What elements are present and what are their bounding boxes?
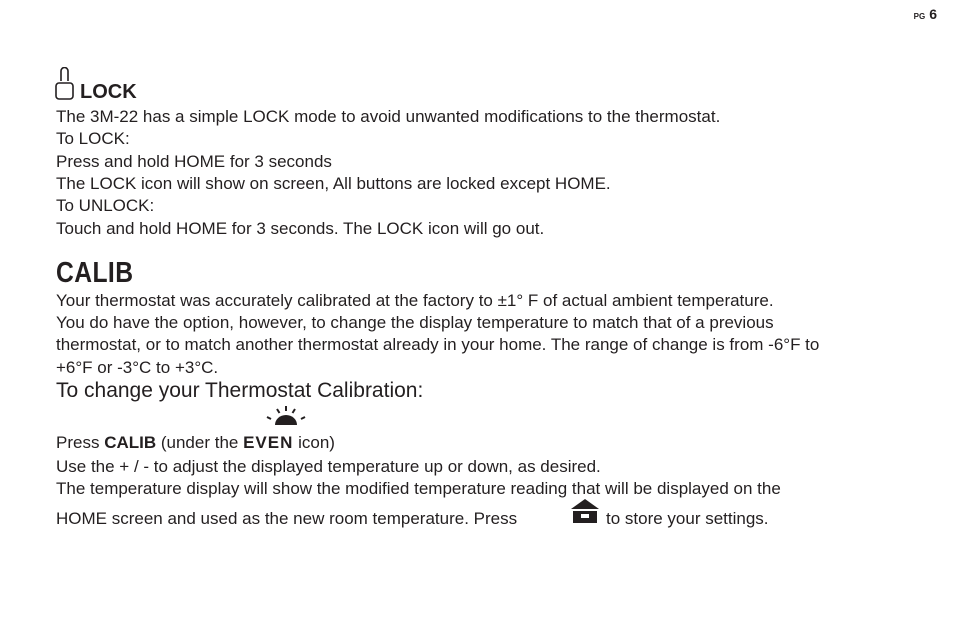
home-line-before: HOME screen and used as the new room temperature. Press <box>56 509 518 528</box>
calib-button-name: CALIB <box>104 433 157 452</box>
calib-line-4: +6°F or -3°C to +3°C. <box>56 358 219 377</box>
lock-line-1: The 3M-22 has a simple LOCK mode to avoid unwanted modifications to the thermostat. <box>56 107 721 126</box>
home-icon <box>570 498 600 524</box>
calib-line-2: You do have the option, however, to change the display temperature to match that of a previous <box>56 313 774 332</box>
calibration-subheading: To change your Thermostat Calibration: <box>56 379 424 402</box>
lock-line-5: To UNLOCK: <box>56 196 155 215</box>
page-number-prefix: PG <box>913 12 926 21</box>
even-icon-label: EVEN <box>243 433 294 452</box>
adjust-line: Use the + / - to adjust the displayed temperature up or down, as desired. <box>56 457 601 476</box>
calib-line-3: thermostat, or to match another thermostat already in your home. The range of change is from -6°F to <box>56 335 820 354</box>
lock-line-6: Touch and hold HOME for 3 seconds. The LOCK icon will go out. <box>56 219 545 238</box>
page-number-value: 6 <box>929 6 937 22</box>
home-line-after: to store your settings. <box>606 509 769 528</box>
press-middle: (under the <box>156 433 244 452</box>
press-prefix: Press <box>56 433 105 452</box>
lock-line-4: The LOCK icon will show on screen, All buttons are locked except HOME. <box>56 174 611 193</box>
calib-section-title: CALIB <box>56 257 134 289</box>
lock-section-title: LOCK <box>80 81 137 103</box>
press-suffix: icon) <box>293 433 335 452</box>
press-calib-line <box>56 432 335 454</box>
display-line: The temperature display will show the modified temperature reading that will be displayed on the <box>56 479 781 498</box>
sun-icon <box>263 405 309 427</box>
lock-line-2: To LOCK: <box>56 129 130 148</box>
calib-line-1: Your thermostat was accurately calibrated at the factory to ±1° F of actual ambient temperature. <box>56 291 774 310</box>
lock-line-3: Press and hold HOME for 3 seconds <box>56 152 332 171</box>
page-number <box>914 6 937 24</box>
lock-icon <box>55 67 75 101</box>
